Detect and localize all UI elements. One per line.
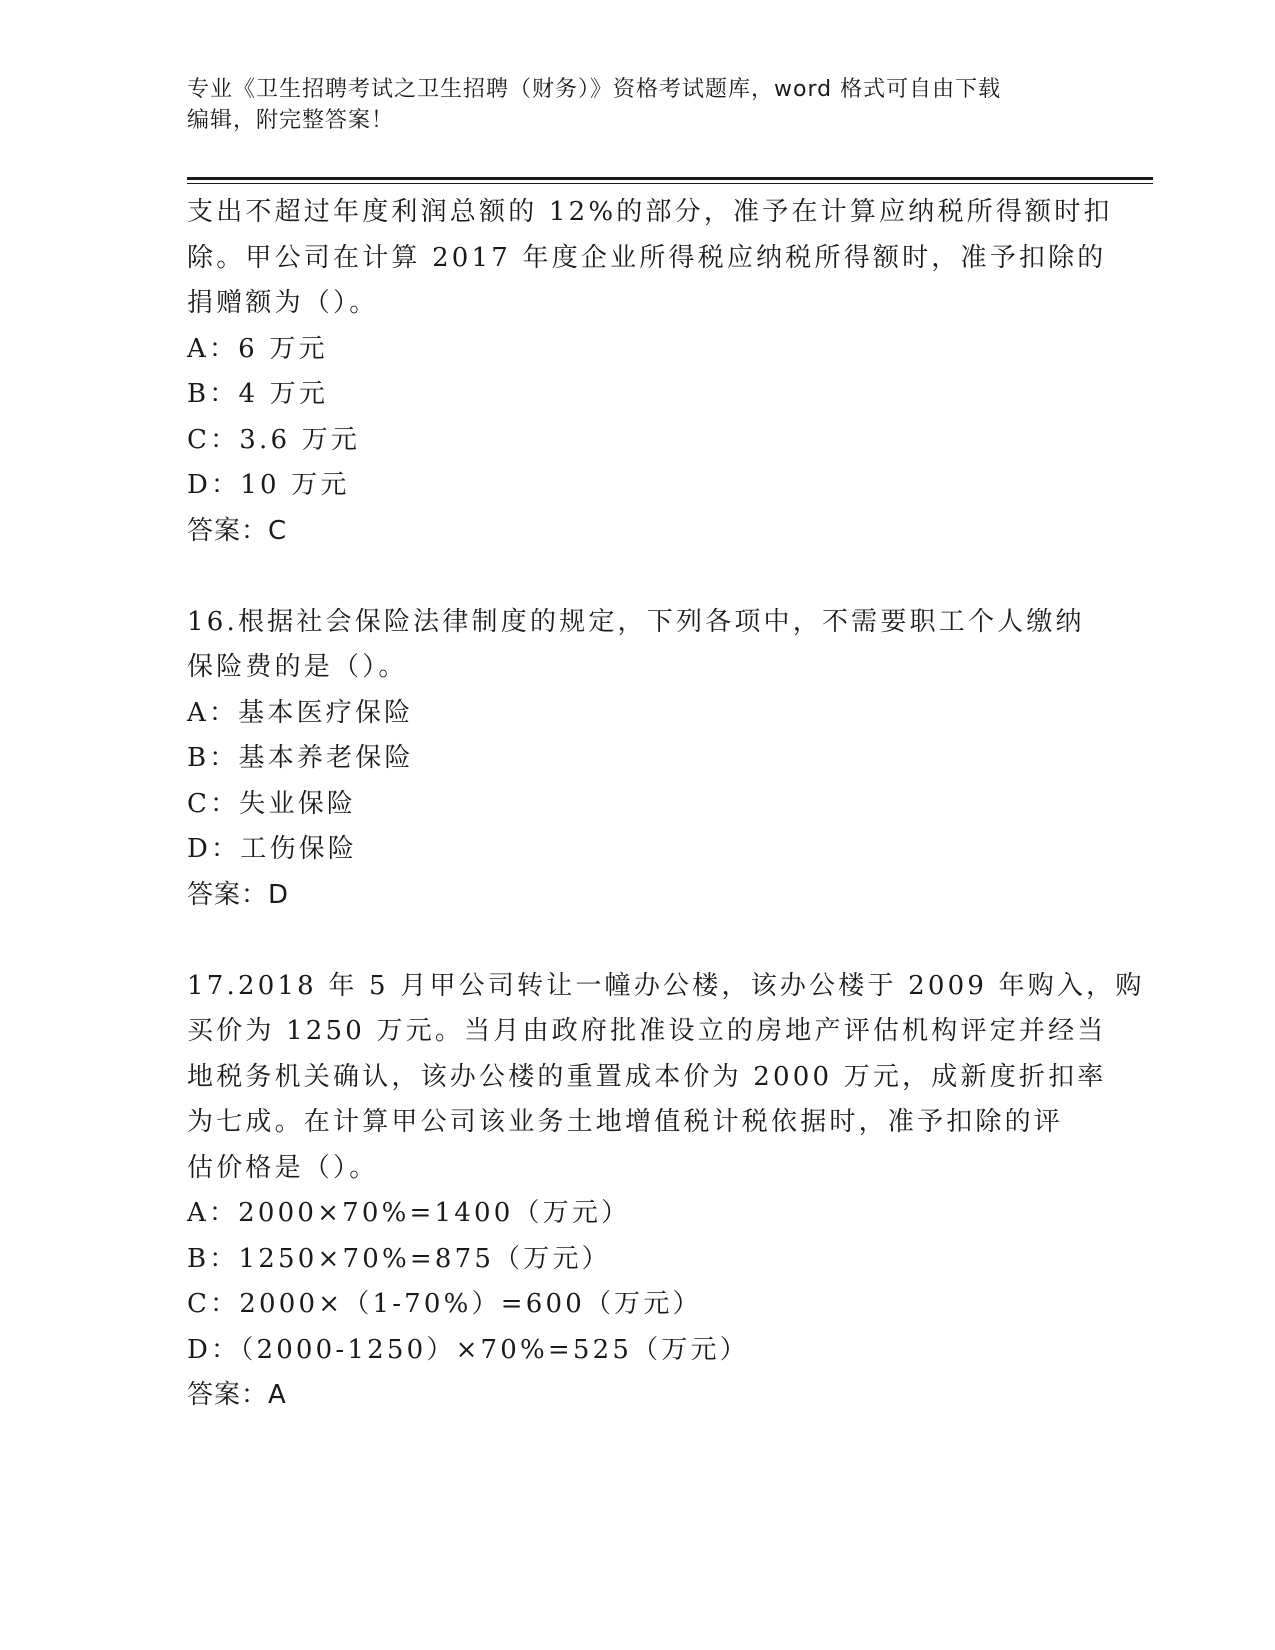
- option-d: D：10 万元: [187, 470, 350, 500]
- question-stem-line: 17.2018 年 5 月甲公司转让一幢办公楼，该办公楼于 2009 年购入，购: [187, 970, 1145, 1001]
- question-stem-line: 16.根据社会保险法律制度的规定，下列各项中，不需要职工个人缴纳: [187, 606, 1085, 637]
- option-b: B：4 万元: [187, 379, 329, 409]
- question-15: [187, 190, 1113, 554]
- question-stem-line: 保险费的是（）。: [187, 652, 408, 682]
- document-header: [187, 74, 1087, 136]
- option-a: A：基本医疗保险: [187, 697, 414, 728]
- option-a: A：6 万元: [187, 333, 328, 364]
- answer-line: 答案：C: [187, 515, 288, 546]
- question-stem-line: 估价格是（）。: [187, 1152, 379, 1183]
- question-content: [187, 190, 1145, 1419]
- question-stem-line: 买价为 1250 万元。当月由政府批准设立的房地产评估机构评定并经当: [187, 1016, 1107, 1046]
- option-d: D：工伤保险: [187, 834, 358, 864]
- option-b: B：1250×70%=875（万元）: [187, 1243, 611, 1274]
- option-c: C：2000×（1-70%）=600（万元）: [187, 1289, 702, 1319]
- question-stem-line: 捐赠额为（）。: [187, 288, 379, 318]
- question-16: [187, 600, 1087, 919]
- option-c: C：失业保险: [187, 788, 357, 819]
- question-spacer: [187, 554, 1087, 600]
- option-a: A：2000×70%=1400（万元）: [187, 1198, 631, 1228]
- question-stem-line: 为七成。在计算甲公司该业务土地增值税计税依据时，准予扣除的评: [187, 1107, 1064, 1137]
- option-d: D：（2000-1250）×70%=525（万元）: [187, 1334, 749, 1365]
- question-stem-line: 地税务机关确认，该办公楼的重置成本价为 2000 万元，成新度折扣率: [187, 1061, 1107, 1092]
- header-line-1: 专业《卫生招聘考试之卫生招聘（财务）》资格考试题库，word 格式可自由下载: [187, 77, 1002, 102]
- answer-line: 答案：A: [187, 1380, 287, 1410]
- question-spacer: [187, 918, 1087, 964]
- option-b: B：基本养老保险: [187, 743, 414, 773]
- answer-line: 答案：D: [187, 879, 290, 910]
- question-stem-line: 支出不超过年度利润总额的 12%的部分，准予在计算应纳税所得额时扣: [187, 197, 1113, 227]
- header-rule-thick: [187, 177, 1153, 180]
- header-rule-thin: [187, 183, 1153, 184]
- header-line-2: 编辑，附完整答案！: [187, 108, 395, 133]
- question-17: [187, 964, 1145, 1419]
- question-stem-line: 除。甲公司在计算 2017 年度企业所得税应纳税所得额时，准予扣除的: [187, 242, 1107, 273]
- option-c: C：3.6 万元: [187, 424, 361, 455]
